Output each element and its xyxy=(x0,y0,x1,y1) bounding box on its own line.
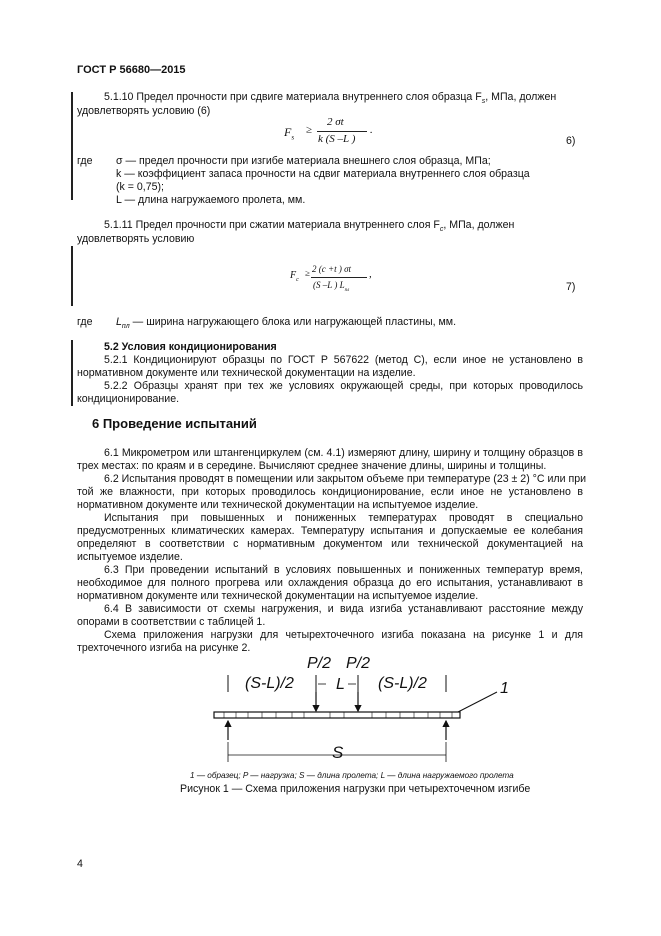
load-label-left: P/2 xyxy=(307,655,332,672)
paragraph-6-5-line2: трехточечного изгиба на рисунке 2. xyxy=(77,642,251,654)
def-sigma: σ — предел прочности при изгибе материала внешнего слоя образца, МПа; xyxy=(116,155,491,167)
paragraph-5-1-11-line2: удовлетворять условию xyxy=(77,233,195,245)
def-k-line1: k — коэффициент запаса прочности на сдвиг материала внутреннего слоя образца xyxy=(116,168,530,180)
paragraph-6-1-line1: 6.1 Микрометром или штангенциркулем (см. 4.1) измеряют длину, ширину и толщину образцов в xyxy=(104,447,583,459)
figure-legend: 1 — образец; P — нагрузка; S — длина пролета; L — длина нагружаемого пролета xyxy=(190,771,514,780)
paragraph-6-2-line4: Испытания при повышенных и пониженных температурах проводят в специально xyxy=(104,512,583,524)
dim-label-right: (S-L)/2 xyxy=(378,675,427,692)
paragraph-5-1-10-line1: 5.1.10 Предел прочности при сдвиге материала внутреннего слоя образца $F_s$, МПа, должен xyxy=(104,91,557,106)
paragraph-5-1-10-line2: удовлетворять условию (6) xyxy=(77,105,211,117)
where-label: где xyxy=(77,155,93,167)
paragraph-6-2-line3: нормативном документе или технической документации на испытуемое изделие. xyxy=(77,499,479,511)
paragraph-6-4-line2: опорами в соответствии с таблицей 1. xyxy=(77,616,266,628)
section-5-2-title: 5.2 Условия кондиционирования xyxy=(104,341,277,353)
paragraph-5-1-11-line1: 5.1.11 Предел прочности при сжатии материала внутреннего слоя $F_c$, МПа, должен xyxy=(104,219,515,234)
def-Lpl: $L_{пл}$ — ширина нагружающего блока или нагружающей пластины, мм. xyxy=(116,316,457,331)
paragraph-6-2-line7: испытуемое изделие. xyxy=(77,551,183,563)
callout-number: 1 xyxy=(500,680,509,697)
load-label-right: P/2 xyxy=(346,655,371,672)
paragraph-5-2-1-line1: 5.2.1 Кондиционируют образцы по ГОСТ Р 567622 (метод С), если иное не установлено в xyxy=(104,354,583,366)
callout-leader xyxy=(458,692,497,712)
where-label: где xyxy=(77,316,93,328)
paragraph-6-1-line2: трех местах: по краям и в середине. Вычисляют среднее значение длины, ширины и толщины. xyxy=(77,460,547,472)
span-label: S xyxy=(332,743,344,762)
change-bar xyxy=(71,92,73,200)
document-page: ГОСТ Р 56680—2015 5.1.10 Предел прочности при сдвиге материала внутреннего слоя образца $F_s$, МПа, должен удовлетворять условию (6) $F_s$ ≥ 2 σt k (S –L ) . 6) где σ — предел прочности при изгибе материала внешнего слоя образца, МПа; k — коэффициент запаса прочности на сдвиг материала внутреннего слоя образца (k = 0,75); L — длина нагружаемого пролета, мм. 5.1.11 Предел прочности при сжатии материала внутреннего слоя $F_c$, МПа, должен удовлетворять условию $F_c$ ≥ 2 (c +t ) σt (S –L ) $L_{пл}$ , 7) где $L_{пл}$ — ширина нагружающего блока или нагружающей пластины, мм. 5.2 Условия кондиционирования 5.2.1 Кондиционируют образцы по ГОСТ Р 567622 (метод С), если иное не установлено в нормативном документе или технической документации на изделие. 5.2.2 Образцы хранят при тех же условиях окружающей среды, при которых проводилось кондиционирование. 6 Проведение испытаний 6.1 Микрометром или штангенциркулем (см. 4.1) измеряют длину, ширину и толщину образцов в трех местах: по краям и в середине. Вычисляют среднее значение длины, ширины и толщины. 6.2 Испытания проводят в помещении или закрытом объеме при температуре (23 ± 2) °С или при той же влажности, при которых проводилось кондиционирование, если иное не установлено в нормативном документе или технической документации на испытуемое изделие. Испытания при повышенных и пониженных температурах проводят в специально предусмотренных климатических камерах. Температуру испытания и допускаемые ее колебания определяют в соответствии с нормативным документом или технической документацией на испытуемое изделие. 6.3 При проведении испытаний в условиях повышенных и пониженных температур время, необходимое для полного прогрева или охлаждения образца до его испытания, устанавливают в нормативном документе или технической документации на испытуемое изделие. 6.4 В зависимости от схемы нагружения, и вида изгиба устанавливают расстояние между опорами в соответствии с таблицей 1. Схема приложения нагрузки для четырехточечного изгиба показана на рисунке 1 и для трехточечного изгиба на рисунке 2. P/2 P/2 (S-L)/2 L (S-L)/2 1 S 1 — образец; P — нагрузка; S — длина пролета; L — длина нагружаемого пролета Рисунок 1 — Схема приложения нагрузки при четырехточечном изгибе 4 xyxy=(0,0,661,936)
paragraph-6-5-line1: Схема приложения нагрузки для четырехточечного изгиба показана на рисунке 1 и для xyxy=(104,629,583,641)
page-number: 4 xyxy=(77,858,83,870)
dim-label-mid: L xyxy=(336,676,345,693)
paragraph-6-3-line2: необходимое для полного прогрева или охлаждения образца до его испытания, устанавливают в xyxy=(77,577,583,589)
def-k-line2: (k = 0,75); xyxy=(116,181,164,193)
change-bar xyxy=(71,246,73,306)
paragraph-5-2-2-line1: 5.2.2 Образцы хранят при тех же условиях окружающей среды, при которых проводилось xyxy=(104,380,583,392)
figure-caption: Рисунок 1 — Схема приложения нагрузки при четырехточечном изгибе xyxy=(180,783,531,795)
paragraph-6-2-line1: 6.2 Испытания проводят в помещении или закрытом объеме при температуре (23 ± 2) °С или при xyxy=(104,473,586,485)
dim-label-left: (S-L)/2 xyxy=(245,675,294,692)
change-bar xyxy=(71,340,73,406)
paragraph-6-2-line6: определяют в соответствии с нормативным документом или технической документацией на xyxy=(77,538,583,550)
paragraph-5-2-1-line2: нормативном документе или технической документации на изделие. xyxy=(77,367,416,379)
section-6-title: 6 Проведение испытаний xyxy=(92,416,257,431)
paragraph-6-2-line2: той же влажности, при которых проводилось кондиционирование, если иное не установлено в xyxy=(77,486,583,498)
paragraph-6-2-line5: предусмотренных климатических камерах. Температуру испытания и допускаемые ее колебания xyxy=(77,525,583,537)
paragraph-6-3-line3: нормативном документе или технической документации на испытуемое изделие. xyxy=(77,590,479,602)
paragraph-6-4-line1: 6.4 В зависимости от схемы нагружения, и вида изгиба устанавливают расстояние между xyxy=(104,603,583,615)
document-header: ГОСТ Р 56680—2015 xyxy=(77,64,186,76)
paragraph-5-2-2-line2: кондиционирование. xyxy=(77,393,180,405)
def-L: L — длина нагружаемого пролета, мм. xyxy=(116,194,306,206)
specimen-beam xyxy=(214,712,460,718)
paragraph-6-3-line1: 6.3 При проведении испытаний в условиях повышенных и пониженных температур время, xyxy=(104,564,583,576)
